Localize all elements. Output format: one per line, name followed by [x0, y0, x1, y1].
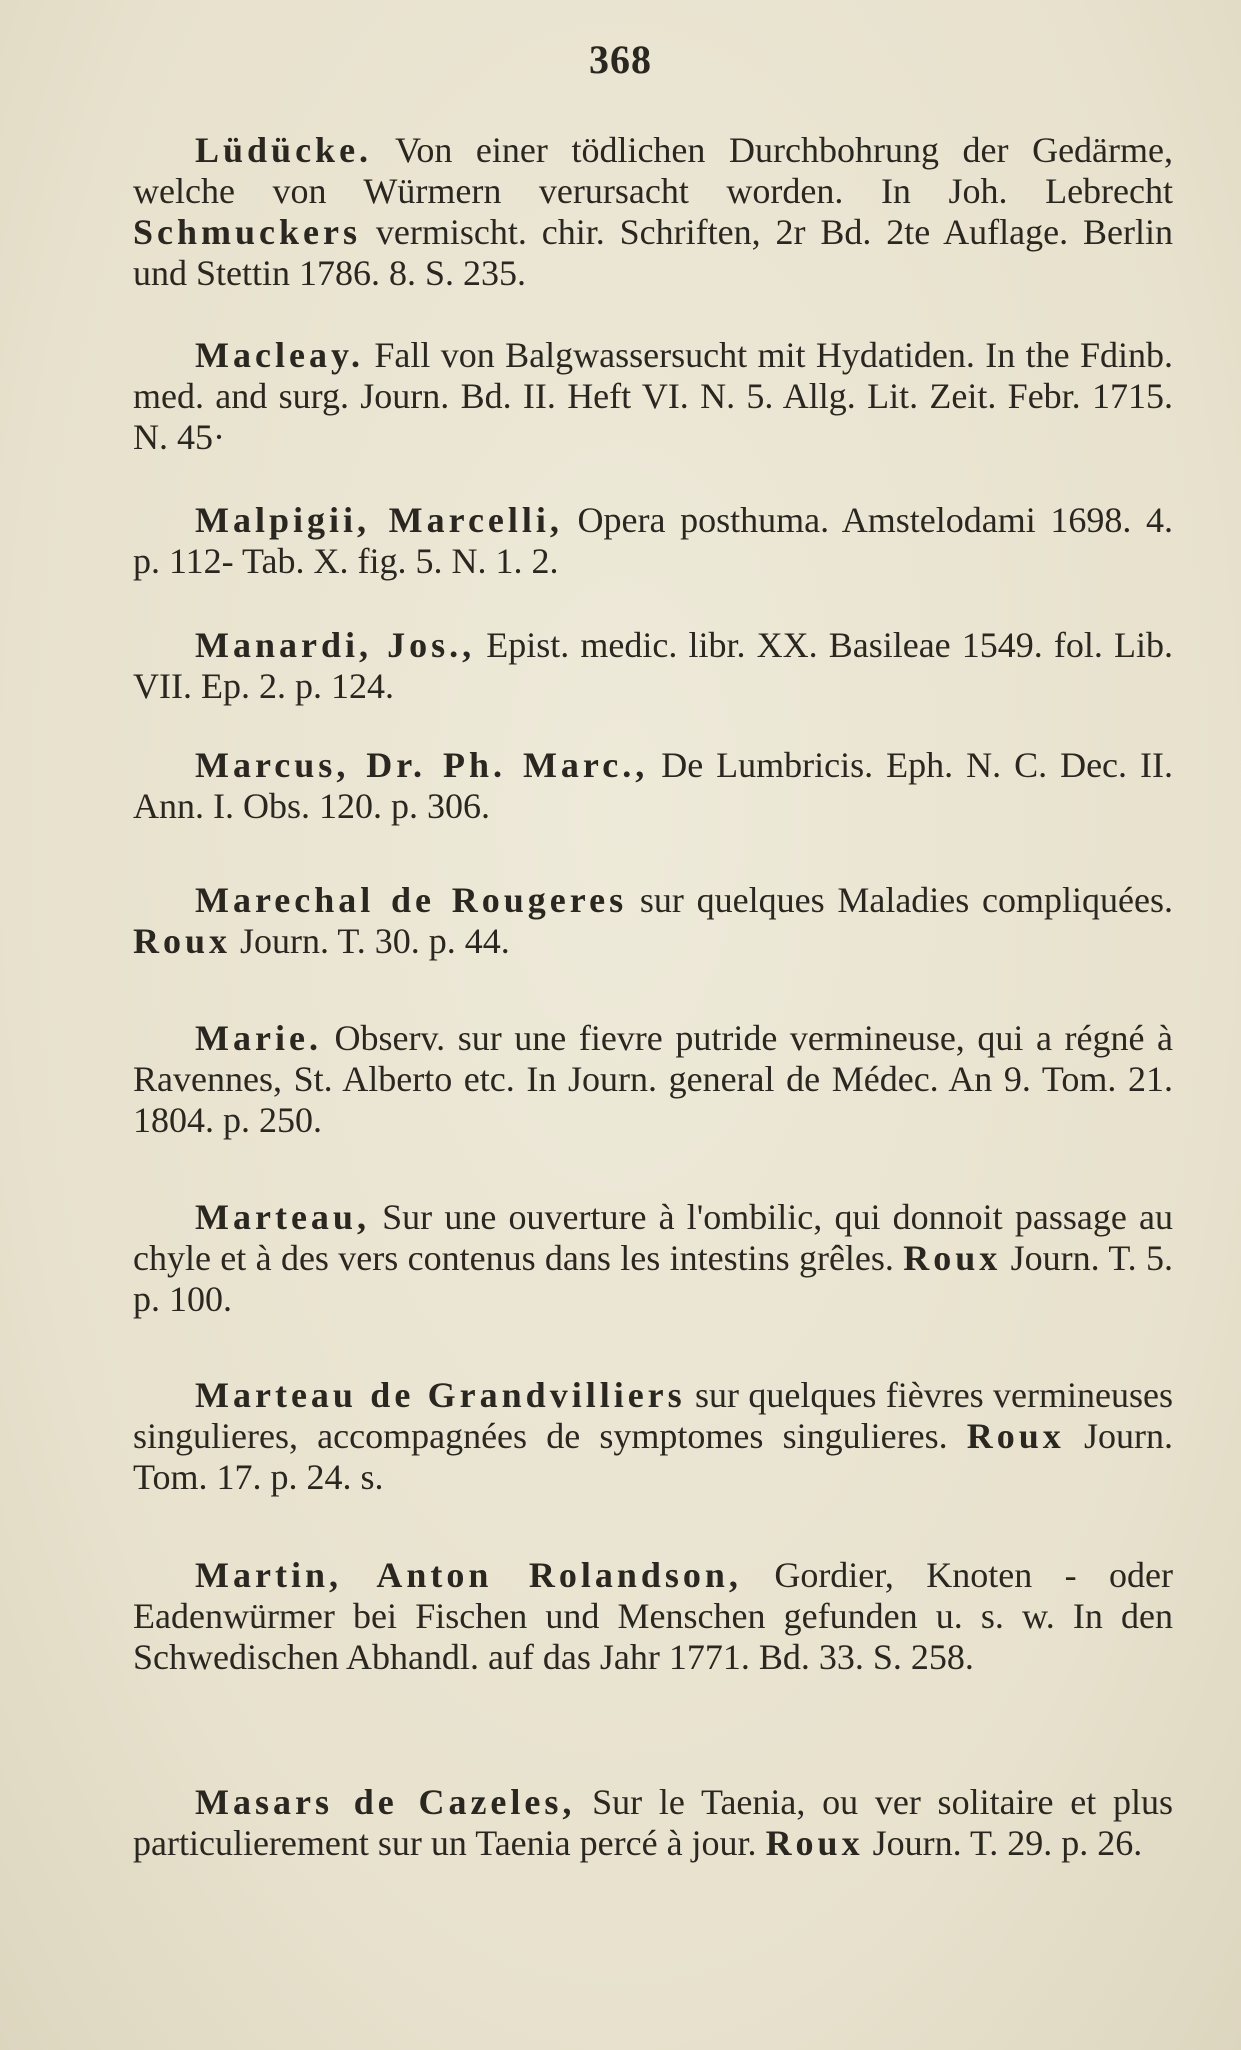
entry-text: Fall von Balgwassersucht mit Hydatiden. In the Fdinb. med. and surg. Journ. Bd. II. Heft VI. N. 5. Allg. Lit. Zeit. Febr. 1715. N. 45· — [133, 335, 1173, 457]
entry-author: Martin, Anton Rolandson, — [195, 1555, 742, 1595]
entry-author: Marteau de Grandvilliers — [195, 1375, 686, 1415]
entry-author: Marcus, Dr. Ph. Marc., — [195, 745, 649, 785]
entry-text: De Lumbricis. Eph. N. C. Dec. II. Ann. I. Obs. 120. p. 306. — [133, 745, 1173, 826]
entry-text: Sur une ouverture à l'ombilic, qui donnoit passage au chyle et à des vers contenus dans les intestins grêles. — [133, 1197, 1173, 1278]
entry-author: Marie. — [195, 1018, 322, 1058]
entry-spaced-name: Schmuckers — [133, 212, 361, 252]
entry-author: Marechal de Rougeres — [195, 880, 628, 920]
bibliography-entry — [133, 130, 1173, 294]
entry-text-continued: Journ. Tom. 17. p. 24. s. — [133, 1416, 1174, 1497]
entry-text: Sur le Taenia, ou ver solitaire et plus particulierement sur un Taenia percé à jour. — [133, 1782, 1173, 1863]
entry-text: Opera posthuma. Amstelodami 1698. 4. p. 112- Tab. X. fig. 5. N. 1. 2. — [133, 500, 1173, 581]
entry-spaced-name: Roux — [765, 1823, 864, 1863]
entry-text: Gordier, Knoten - oder Eadenwürmer bei Fischen und Menschen gefunden u. s. w. In den Schwedischen Abhandl. auf das Jahr 1771. Bd. 33. S. 258. — [133, 1555, 1173, 1677]
bibliography-entry — [133, 880, 1173, 962]
entry-text: Von einer tödlichen Durchbohrung der Gedärme, welche von Würmern verursacht worden. In Joh. Lebrecht — [133, 130, 1173, 211]
bibliography-entry — [133, 1375, 1173, 1498]
entry-text-continued: Journ. T. 29. p. 26. — [863, 1823, 1143, 1863]
bibliography-entry — [133, 500, 1173, 582]
bibliography-entry — [133, 1018, 1173, 1141]
entry-text-continued: Journ. T. 30. p. 44. — [231, 921, 510, 961]
entry-author: Masars de Cazeles, — [195, 1782, 576, 1822]
bibliography-entry — [133, 1197, 1173, 1320]
entry-text-continued: vermischt. chir. Schriften, 2r Bd. 2te Auflage. Berlin und Stettin 1786. 8. S. 235. — [133, 212, 1173, 293]
entry-spaced-name: Roux — [903, 1238, 1002, 1278]
entry-text-continued: Journ. T. 5. p. 100. — [133, 1238, 1174, 1319]
bibliography-entry — [133, 625, 1173, 707]
entry-author: Manardi, Jos., — [195, 625, 476, 665]
entry-text: sur quelques fièvres vermineuses singulieres, accompagnées de symptomes singulieres. — [133, 1375, 1174, 1456]
bibliography-entry — [133, 1555, 1173, 1678]
entry-text: Epist. medic. libr. XX. Basileae 1549. fol. Lib. VII. Ep. 2. p. 124. — [133, 625, 1174, 706]
bibliography-entry — [133, 335, 1173, 458]
entry-author: Lüdücke. — [195, 130, 373, 170]
page-number: 368 — [589, 37, 652, 82]
entry-author: Malpigii, Marcelli, — [195, 500, 563, 540]
entry-spaced-name: Roux — [966, 1416, 1065, 1456]
entry-author: Macleay. — [195, 335, 364, 375]
entry-author: Marteau, — [195, 1197, 370, 1237]
entry-text: Observ. sur une fievre putride vermineuse, qui a régné à Ravennes, St. Alberto etc. In Journ. general de Médec. An 9. Tom. 21. 1804. p. 250. — [133, 1018, 1173, 1140]
bibliography-entry — [133, 745, 1173, 827]
entry-text: sur quelques Maladies compliquées. — [627, 880, 1173, 920]
entry-spaced-name: Roux — [133, 921, 232, 961]
bibliography-entry — [133, 1782, 1173, 1864]
